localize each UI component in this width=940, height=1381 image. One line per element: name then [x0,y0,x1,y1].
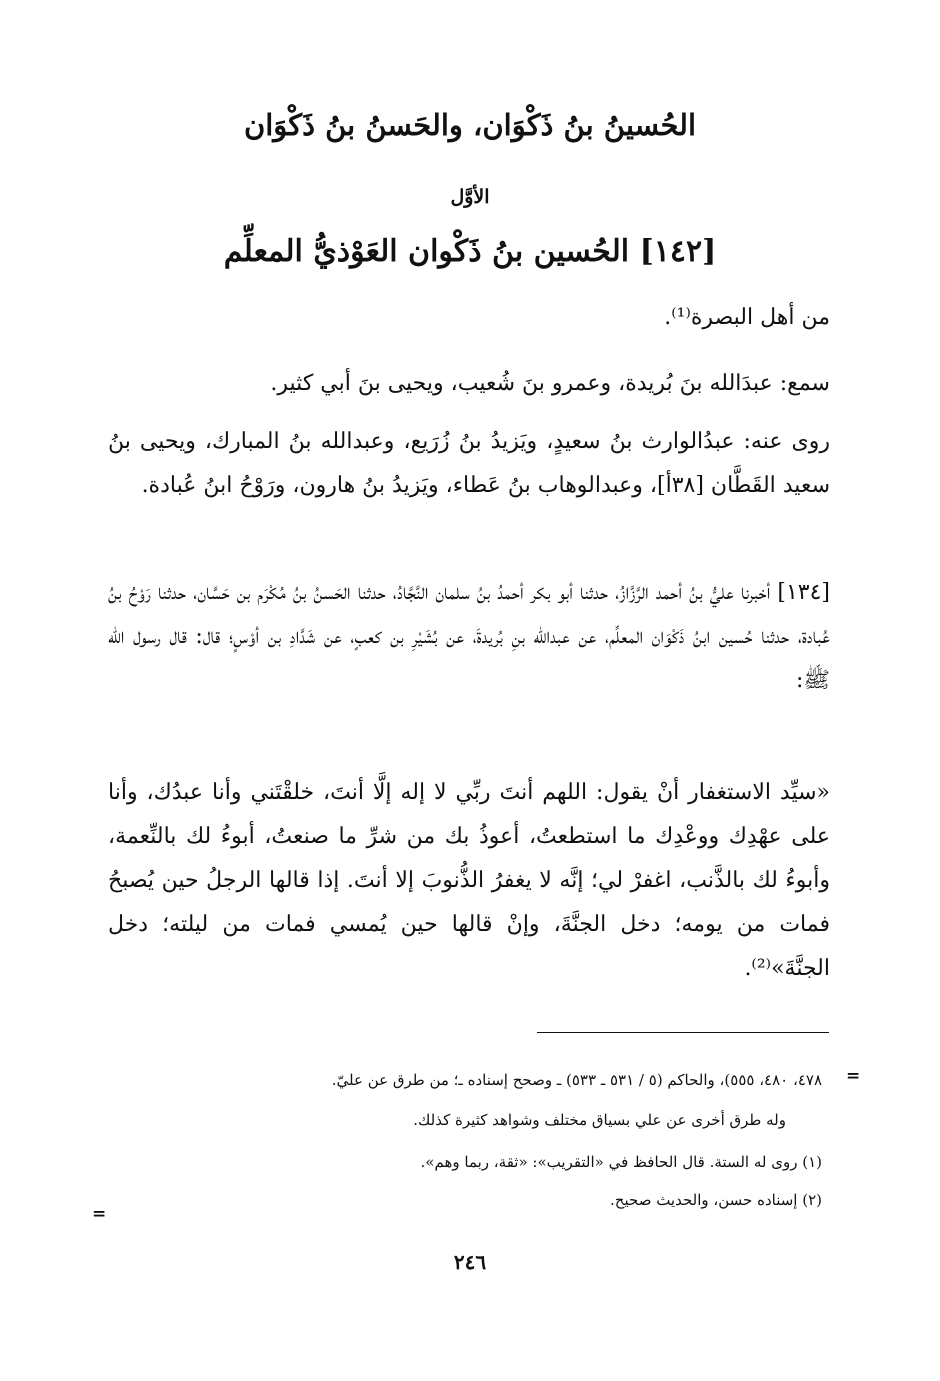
footnote-continuation: ٤٧٨، ٤٨٠، ٥٥٥)، والحاكم (٥ / ٥٣١ ـ ٥٣٣) ـ وصحح إسناده ـ؛ من طرق عن عليّ. [331,1071,822,1089]
paragraph-origin: من أهل البصرة⁽¹⁾. [664,305,830,330]
paragraph-heard-from: سمع: عبدَالله بنَ بُريدة، وعمرو بنَ شُعيب، ويحيى بنَ أبي كثير. [270,371,830,396]
page-number: ٢٤٦ [453,1250,487,1274]
section-title: الحُسينُ بنُ ذَكْوَان، والحَسنُ بنُ ذَكْوَان [243,108,697,142]
footnote-continuation-mark: = [846,1066,861,1086]
entry-title: [١٤٢] الحُسين بنُ ذَكْوان العَوْذيُّ المعلِّم [223,234,717,269]
paragraph-narrated-by: روى عنه: عبدُالوارث بنُ سعيدٍ، ويَزيدُ بنُ زُرَيع، وعبدالله بنُ المبارك، ويحيى بنُ سعيد القَطَّان [٣٨أ]، وعبدالوهاب بنُ عَطاء، ويَزيدُ بنُ هارون، ورَوْحُ ابنُ عُبادة. [108,429,830,498]
footnote-extra: وله طرق أخرى عن علي بسياق مختلف وشواهد كثيرة كذلك. [413,1111,786,1129]
footnote-trailing-mark: = [92,1204,107,1224]
section-subtitle: الأوَّل [450,186,490,208]
paragraph-hadith-chain: [١٣٤] أخبرنا عليُّ بنُ أحمد الرَّزَّازُ، حدثنا أبو بكر أحمدُ بنُ سلمان النَّجَّادُ، حدثنا الحَسنُ بنُ مُكْرَم بن حَسَّان، حدثنا رَوْحُ بنُ عُبادة، حدثنا حُسين ابنُ ذَكْوَان المعلِّم، عن عبدالله بنِ بُريدةَ، عن بُشَيْرِ بن كعبٍ، عن شَدَّادِ بن أوْسٍ؛ قال: قال رسول الله ﷺ: [108,580,830,693]
footnote-1: (١) روى له الستة. قال الحافظ في «التقريب»: «ثقة، ربما وهم». [420,1153,822,1171]
footnote-divider [537,1032,829,1033]
paragraph-hadith-text: «سيِّد الاستغفار أنْ يقول: اللهم أنتَ ربِّي لا إله إلَّا أنتَ، خلقْتَني وأنا عبدُك، وأنا على عهْدِك ووعْدِك ما استطعتُ، أعوذُ بك من شرِّ ما صنعتُ، أبوءُ لك بالنِّعمة، وأبوءُ لك بالذَّنب، اغفرْ لي؛ إنَّه لا يغفرُ الذُّنوبَ إلا أنتَ. إذا قالها الرجلُ حين يُصبحُ فمات من يومه؛ دخل الجنَّةَ، وإنْ قالها حين يُمسي فمات من ليلته؛ دخل الجنَّةَ»⁽²⁾. [108,780,830,981]
footnote-2: (٢) إسناده حسن، والحديث صحيح. [610,1191,822,1209]
